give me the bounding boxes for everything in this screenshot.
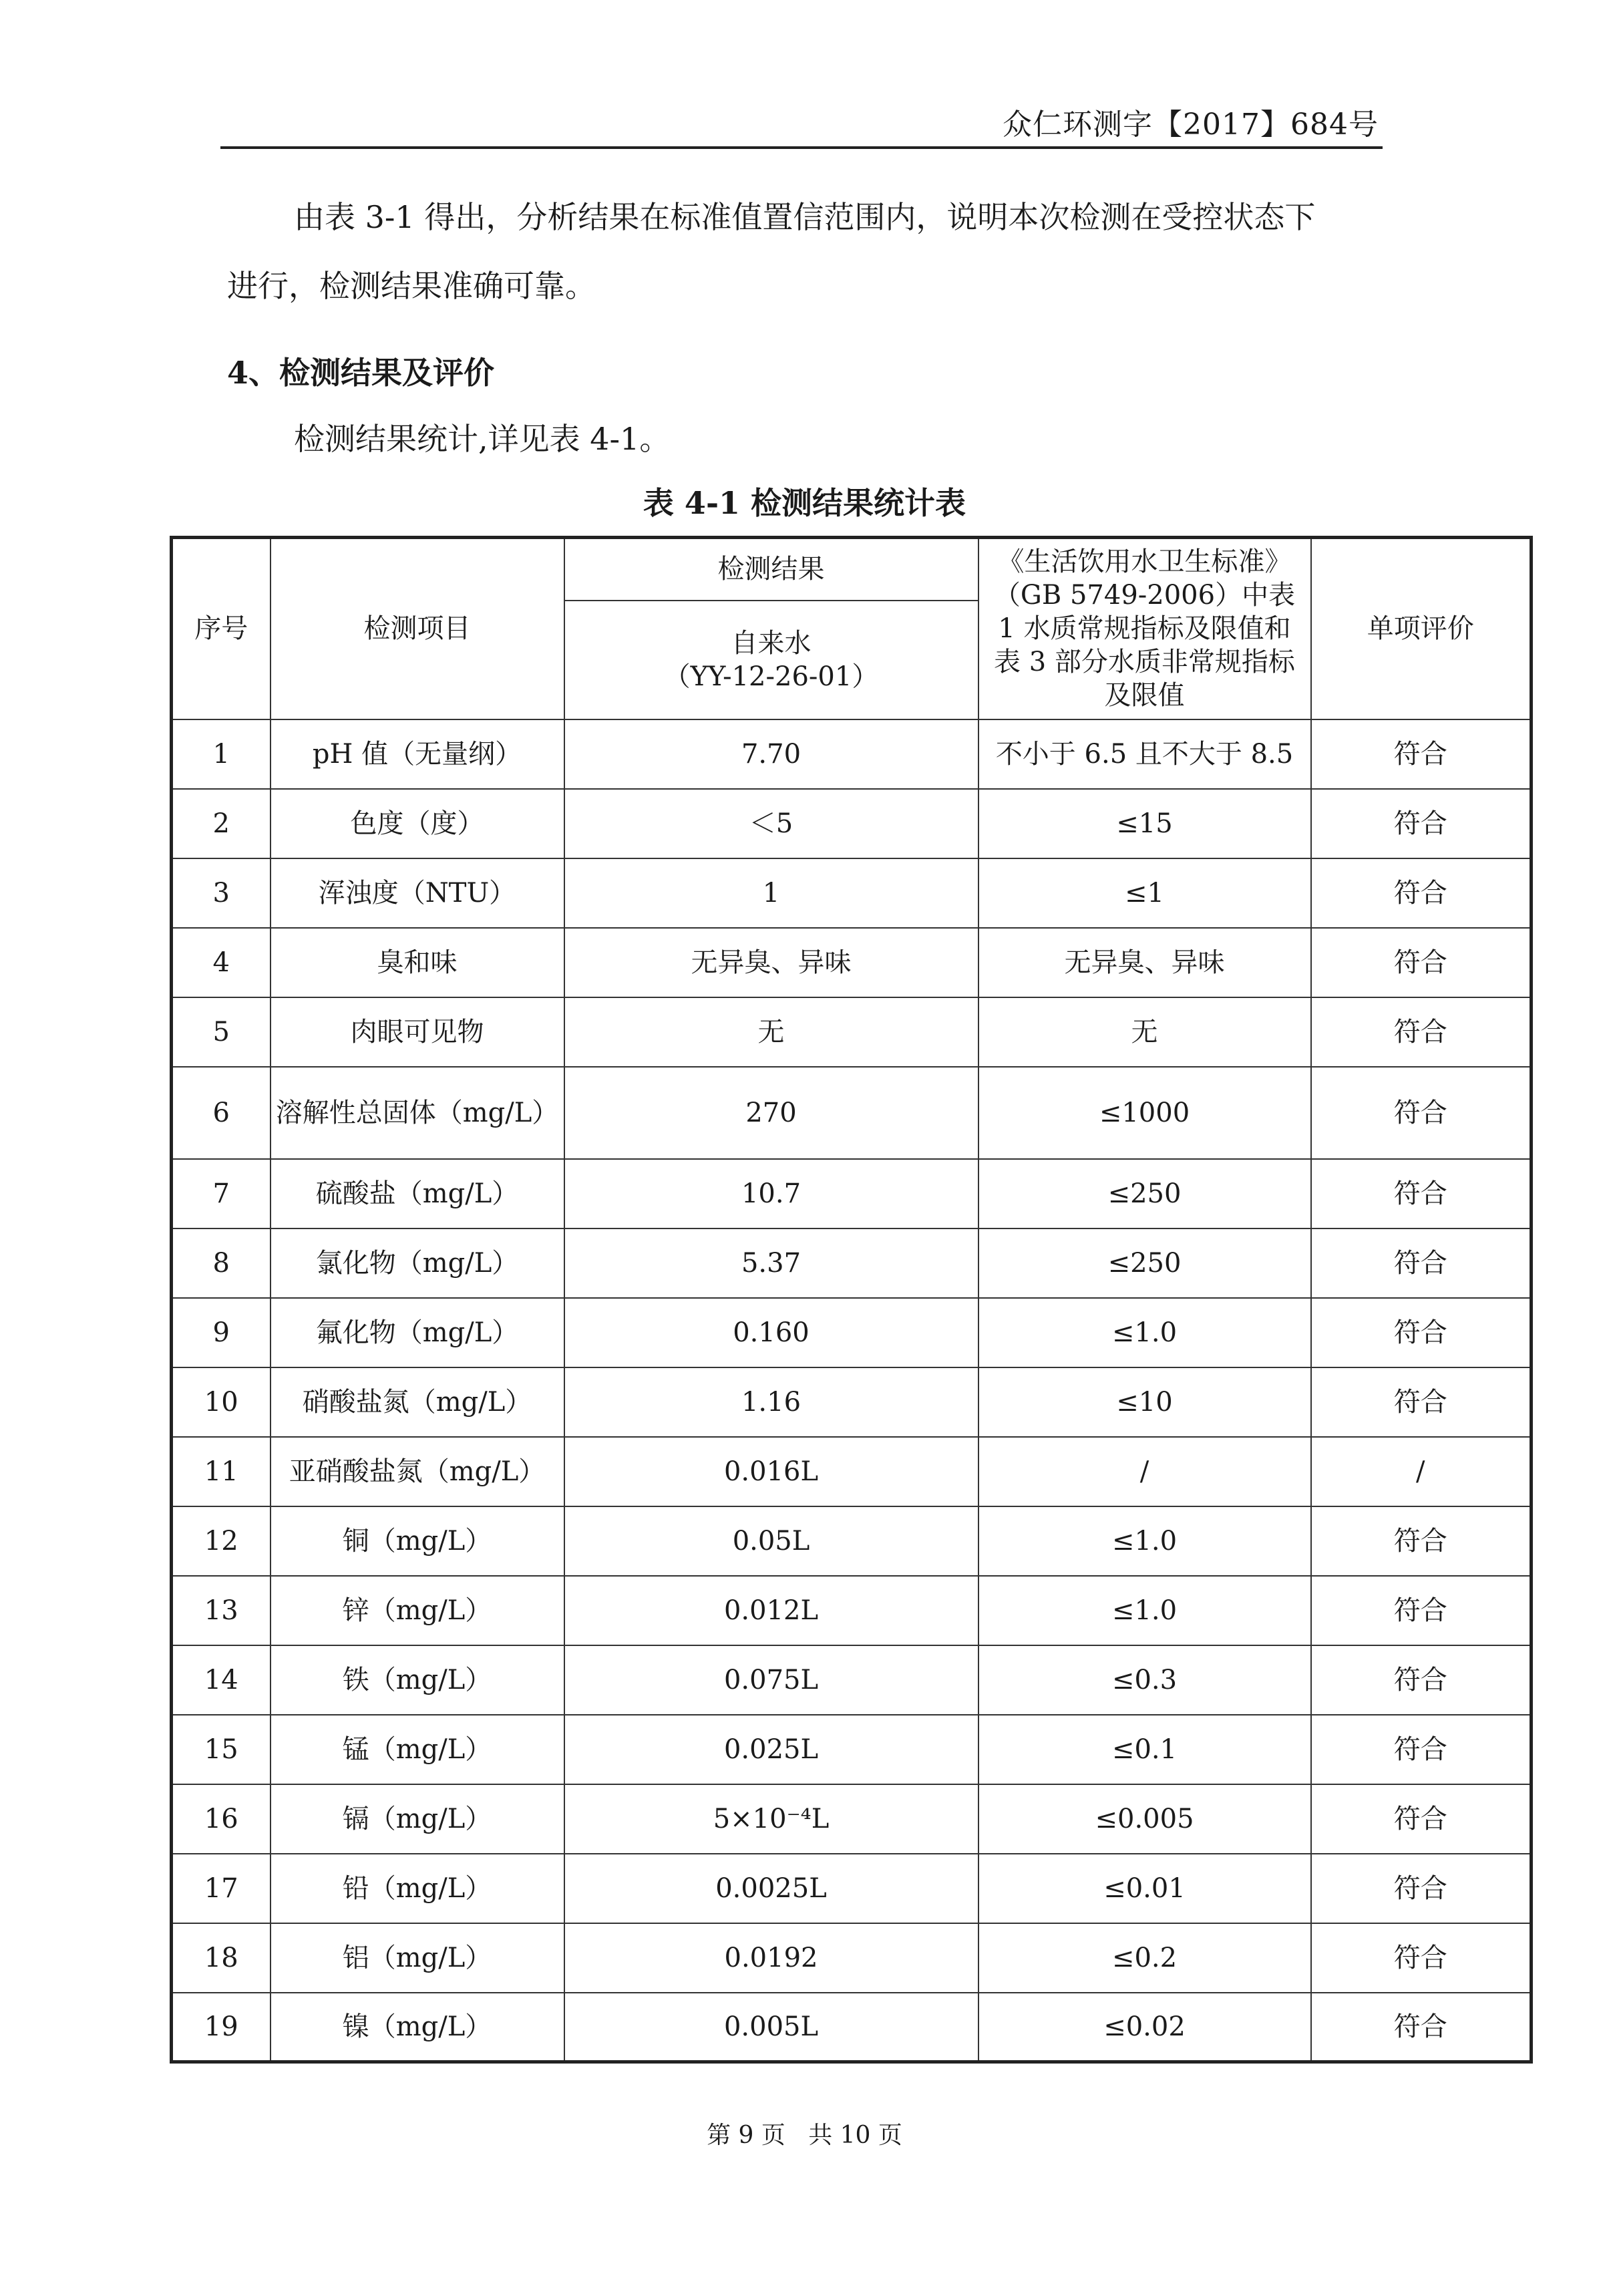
cell-limit: /	[978, 1437, 1311, 1506]
cell-limit: ≤10	[978, 1367, 1311, 1437]
cell-limit: ≤1.0	[978, 1298, 1311, 1367]
report-reference-number: 众仁环测字【2017】684号	[1003, 108, 1379, 142]
cell-result: 0.012L	[564, 1576, 978, 1645]
table-row	[172, 1645, 1532, 1715]
cell-evaluation: 符合	[1311, 1298, 1532, 1367]
page-footer: 第 9 页 共 10 页	[707, 2122, 902, 2149]
cell-evaluation: 符合	[1311, 1854, 1532, 1923]
cell-result: 10.7	[564, 1159, 978, 1228]
cell-item: 镍（mg/L）	[271, 1993, 564, 2062]
table-row	[172, 1993, 1532, 2062]
cell-evaluation: 符合	[1311, 1715, 1532, 1784]
cell-index: 17	[172, 1854, 271, 1923]
cell-limit: ≤0.005	[978, 1784, 1311, 1854]
cell-result: 0.075L	[564, 1645, 978, 1715]
cell-item: 浑浊度（NTU）	[271, 858, 564, 928]
cell-item: 肉眼可见物	[271, 997, 564, 1067]
cell-result: 0.0025L	[564, 1854, 978, 1923]
cell-evaluation: 符合	[1311, 928, 1532, 997]
cell-result: 1.16	[564, 1367, 978, 1437]
table-row	[172, 1854, 1532, 1923]
table-row	[172, 1159, 1532, 1228]
cell-result: 7.70	[564, 719, 978, 789]
cell-evaluation: 符合	[1311, 858, 1532, 928]
table-row	[172, 719, 1532, 789]
results-table-body	[172, 719, 1532, 2062]
cell-limit: 无异臭、异味	[978, 928, 1311, 997]
cell-evaluation: 符合	[1311, 997, 1532, 1067]
cell-item: 溶解性总固体（mg/L）	[271, 1067, 564, 1159]
cell-evaluation: 符合	[1311, 1159, 1532, 1228]
cell-item: 色度（度）	[271, 789, 564, 858]
cell-evaluation: 符合	[1311, 789, 1532, 858]
cell-result: 5.37	[564, 1228, 978, 1298]
cell-index: 11	[172, 1437, 271, 1506]
cell-evaluation: 符合	[1311, 1645, 1532, 1715]
cell-limit: ≤0.02	[978, 1993, 1311, 2062]
cell-result: 5×10⁻⁴L	[564, 1784, 978, 1854]
header-item: 检测项目	[271, 538, 564, 719]
cell-result: 0.160	[564, 1298, 978, 1367]
cell-result: 0.005L	[564, 1993, 978, 2062]
cell-limit: ≤0.2	[978, 1923, 1311, 1993]
header-standard: 《生活饮用水卫生标准》（GB 5749-2006）中表 1 水质常规指标及限值和表 3 部分水质非常规指标及限值	[978, 538, 1311, 719]
cell-index: 13	[172, 1576, 271, 1645]
cell-result: 0.0192	[564, 1923, 978, 1993]
table-row	[172, 1067, 1532, 1159]
cell-evaluation: 符合	[1311, 1576, 1532, 1645]
cell-index: 3	[172, 858, 271, 928]
cell-item: 锌（mg/L）	[271, 1576, 564, 1645]
header-index: 序号	[172, 538, 271, 719]
cell-result: 0.016L	[564, 1437, 978, 1506]
cell-item: 臭和味	[271, 928, 564, 997]
cell-index: 4	[172, 928, 271, 997]
paragraph-qc-conclusion-cont: 进行，检测结果准确可靠。	[227, 268, 596, 304]
table-row	[172, 997, 1532, 1067]
cell-result: 无异臭、异味	[564, 928, 978, 997]
table-row	[172, 1298, 1532, 1367]
cell-limit: ≤15	[978, 789, 1311, 858]
cell-index: 5	[172, 997, 271, 1067]
cell-evaluation: 符合	[1311, 1784, 1532, 1854]
cell-index: 15	[172, 1715, 271, 1784]
cell-evaluation: 符合	[1311, 719, 1532, 789]
table-row	[172, 1923, 1532, 1993]
cell-limit: ≤1.0	[978, 1506, 1311, 1576]
cell-index: 7	[172, 1159, 271, 1228]
table-row	[172, 1228, 1532, 1298]
table-row	[172, 789, 1532, 858]
section-title: 4、检测结果及评价	[227, 355, 495, 391]
cell-evaluation: /	[1311, 1437, 1532, 1506]
cell-index: 2	[172, 789, 271, 858]
cell-item: 氟化物（mg/L）	[271, 1298, 564, 1367]
cell-limit: ≤0.1	[978, 1715, 1311, 1784]
cell-index: 12	[172, 1506, 271, 1576]
cell-item: 铝（mg/L）	[271, 1923, 564, 1993]
cell-item: 亚硝酸盐氮（mg/L）	[271, 1437, 564, 1506]
cell-evaluation: 符合	[1311, 1506, 1532, 1576]
cell-limit: ≤0.3	[978, 1645, 1311, 1715]
paragraph-results-intro: 检测结果统计,详见表 4-1。	[294, 421, 671, 457]
cell-evaluation: 符合	[1311, 1993, 1532, 2062]
cell-item: 铜（mg/L）	[271, 1506, 564, 1576]
cell-evaluation: 符合	[1311, 1367, 1532, 1437]
cell-item: 铅（mg/L）	[271, 1854, 564, 1923]
header-result-group: 检测结果	[564, 538, 978, 601]
cell-index: 9	[172, 1298, 271, 1367]
table-row	[172, 1784, 1532, 1854]
cell-item: 硫酸盐（mg/L）	[271, 1159, 564, 1228]
table-row	[172, 928, 1532, 997]
cell-limit: ≤1000	[978, 1067, 1311, 1159]
header-sample-code: （YY-12-26-01）	[663, 661, 879, 692]
cell-evaluation: 符合	[1311, 1228, 1532, 1298]
cell-item: pH 值（无量纲）	[271, 719, 564, 789]
cell-index: 18	[172, 1923, 271, 1993]
cell-item: 硝酸盐氮（mg/L）	[271, 1367, 564, 1437]
table-row	[172, 1506, 1532, 1576]
table-row	[172, 1437, 1532, 1506]
cell-result: 270	[564, 1067, 978, 1159]
cell-index: 1	[172, 719, 271, 789]
table-title: 表 4-1 检测结果统计表	[643, 485, 966, 521]
cell-limit: ≤250	[978, 1228, 1311, 1298]
cell-index: 16	[172, 1784, 271, 1854]
cell-index: 6	[172, 1067, 271, 1159]
cell-index: 19	[172, 1993, 271, 2062]
cell-limit: ≤0.01	[978, 1854, 1311, 1923]
cell-item: 铁（mg/L）	[271, 1645, 564, 1715]
table-row	[172, 1576, 1532, 1645]
cell-item: 锰（mg/L）	[271, 1715, 564, 1784]
table-row	[172, 1715, 1532, 1784]
cell-limit: ≤1	[978, 858, 1311, 928]
header-evaluation: 单项评价	[1311, 538, 1532, 719]
cell-result: 0.05L	[564, 1506, 978, 1576]
cell-result: 0.025L	[564, 1715, 978, 1784]
cell-limit: 无	[978, 997, 1311, 1067]
cell-item: 镉（mg/L）	[271, 1784, 564, 1854]
cell-item: 氯化物（mg/L）	[271, 1228, 564, 1298]
cell-index: 14	[172, 1645, 271, 1715]
cell-evaluation: 符合	[1311, 1067, 1532, 1159]
header-sample	[564, 601, 978, 719]
results-table	[170, 536, 1533, 2064]
cell-limit: 不小于 6.5 且不大于 8.5	[978, 719, 1311, 789]
table-row	[172, 1367, 1532, 1437]
cell-result: 1	[564, 858, 978, 928]
header-sample-name: 自来水	[731, 627, 812, 659]
table-row	[172, 858, 1532, 928]
cell-result: 无	[564, 997, 978, 1067]
cell-index: 8	[172, 1228, 271, 1298]
cell-result: ＜5	[564, 789, 978, 858]
cell-limit: ≤250	[978, 1159, 1311, 1228]
header-rule	[220, 146, 1383, 149]
cell-evaluation: 符合	[1311, 1923, 1532, 1993]
cell-index: 10	[172, 1367, 271, 1437]
cell-limit: ≤1.0	[978, 1576, 1311, 1645]
paragraph-qc-conclusion: 由表 3-1 得出，分析结果在标准值置信范围内，说明本次检测在受控状态下	[294, 199, 1316, 235]
